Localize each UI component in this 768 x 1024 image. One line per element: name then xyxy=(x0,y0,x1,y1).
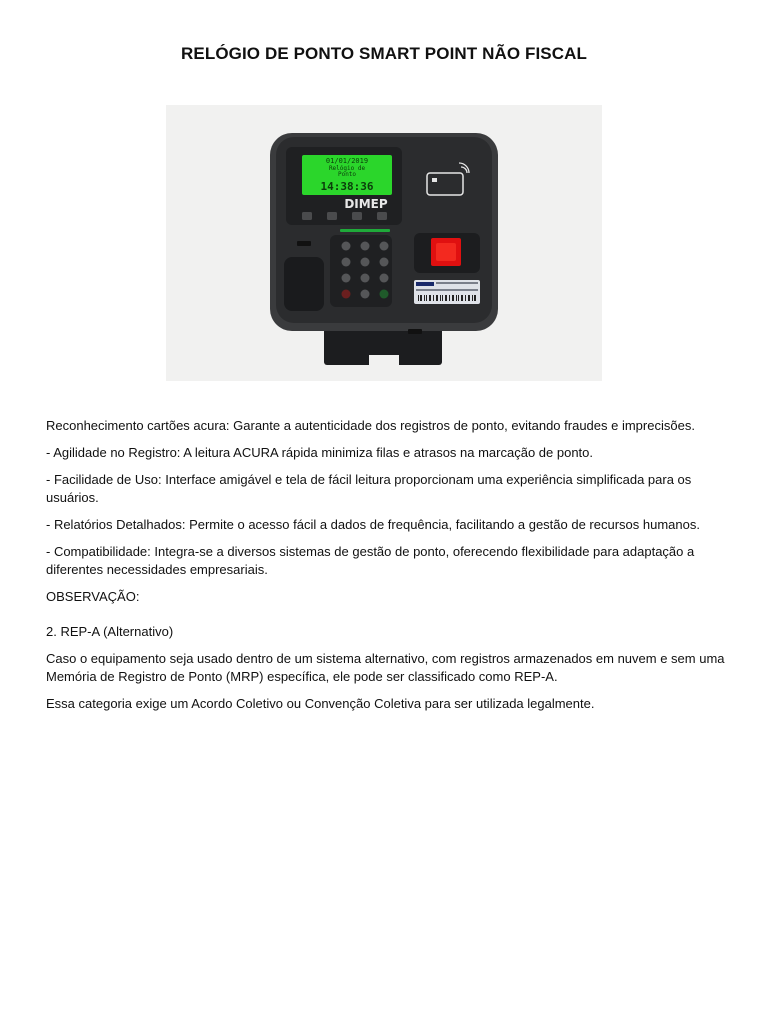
usb-slot xyxy=(297,241,311,246)
paragraph-ease-of-use: - Facilidade de Uso: Interface amigável e tela de fácil leitura proporcionam uma experiência simplificada para os usuários. xyxy=(46,472,692,505)
function-key xyxy=(377,212,387,220)
product-photo xyxy=(166,105,602,381)
status-led-strip xyxy=(340,229,390,232)
page-title: RELÓGIO DE PONTO SMART POINT NÃO FISCAL xyxy=(181,44,587,63)
paragraph-rep-a-description: Caso o equipamento seja usado dentro de um sistema alternativo, com registros armazenados em nuvem e sem uma Memória de Registro de Ponto (MRP) específica, ele pode ser classificado como REP-A. xyxy=(46,651,725,684)
keypad-key xyxy=(380,258,389,267)
keypad-key xyxy=(361,242,370,251)
keypad-key xyxy=(380,274,389,283)
paragraph-acura-cards: Reconhecimento cartões acura: Garante a autenticidade dos registros de ponto, evitando fraudes e imprecisões. xyxy=(46,418,695,433)
observation-heading: OBSERVAÇÃO: xyxy=(46,589,140,604)
keypad-cancel-key xyxy=(342,290,351,299)
function-key xyxy=(352,212,362,220)
screen-line-2: Ponto xyxy=(337,171,357,178)
keypad-key xyxy=(342,258,351,267)
keypad-key xyxy=(361,274,370,283)
brand-logo: DIMEP xyxy=(344,197,388,211)
keypad-key xyxy=(342,274,351,283)
screen-date: 01/01/2019 xyxy=(325,157,369,165)
screen-line-1: Relógio de xyxy=(328,165,366,172)
keypad-key xyxy=(361,258,370,267)
time-clock-device-illustration xyxy=(166,105,602,381)
bottom-port xyxy=(408,329,422,334)
keypad-confirm-key xyxy=(380,290,389,299)
paragraph-reports: - Relatórios Detalhados: Permite o acesso fácil a dados de frequência, facilitando a gestão de recursos humanos. xyxy=(46,517,700,532)
keypad-key xyxy=(361,290,370,299)
rep-a-heading: 2. REP-A (Alternativo) xyxy=(46,624,174,639)
paragraph-compatibility: - Compatibilidade: Integra-se a diversos sistemas de gestão de ponto, oferecendo flexibilidade para adaptação a diferentes necessidades empresariais. xyxy=(46,544,695,577)
keypad-key xyxy=(380,242,389,251)
function-key xyxy=(302,212,312,220)
keypad-key xyxy=(342,242,351,251)
side-pad xyxy=(284,257,324,311)
paragraph-collective-agreement: Essa categoria exige um Acordo Coletivo ou Convenção Coletiva para ser utilizada legalmente. xyxy=(46,696,595,711)
function-key xyxy=(327,212,337,220)
document-body xyxy=(46,417,726,722)
screen-time: 14:38:36 xyxy=(320,180,374,193)
paragraph-agility: - Agilidade no Registro: A leitura ACURA rápida minimiza filas e atrasos na marcação de ponto. xyxy=(46,445,594,460)
